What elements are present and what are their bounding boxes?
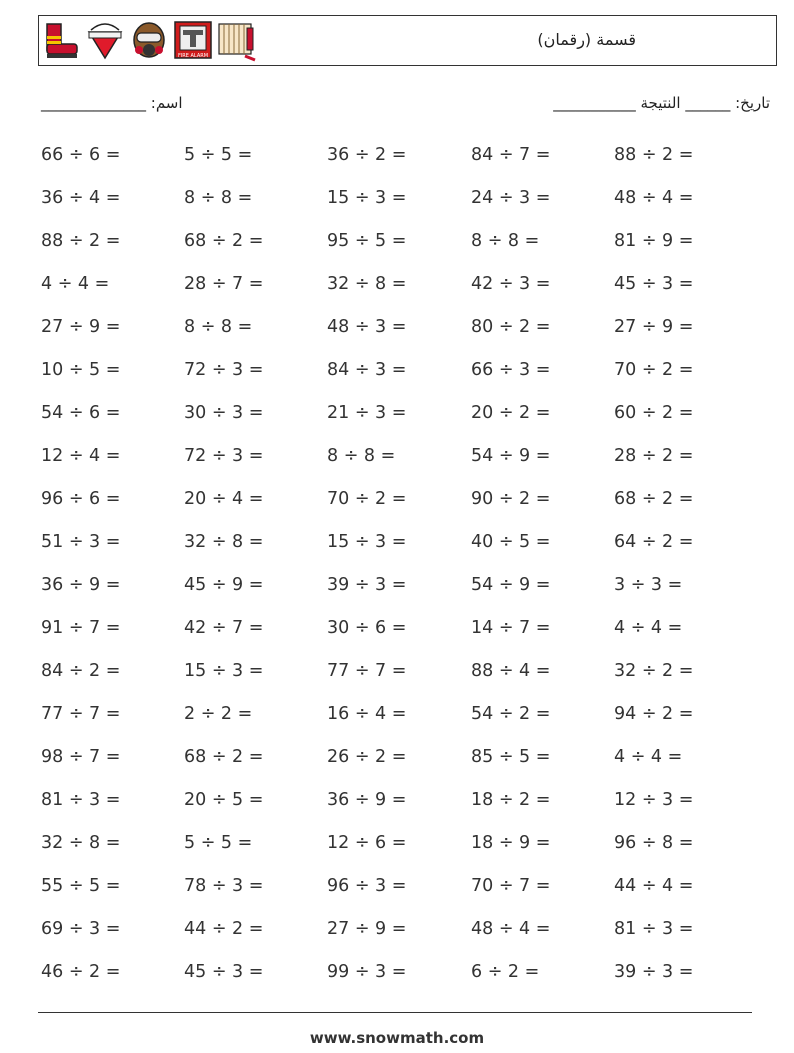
division-problem: 45 ÷ 3 = — [184, 962, 264, 982]
division-problem: 30 ÷ 3 = — [184, 403, 264, 423]
division-problem: 88 ÷ 4 = — [471, 661, 551, 681]
division-problem: 96 ÷ 3 = — [327, 876, 407, 896]
division-problem: 10 ÷ 5 = — [41, 360, 121, 380]
division-problem: 54 ÷ 6 = — [41, 403, 121, 423]
division-problem: 14 ÷ 7 = — [471, 618, 551, 638]
division-problem: 88 ÷ 2 = — [614, 145, 694, 165]
division-problem: 66 ÷ 3 = — [471, 360, 551, 380]
division-problem: 20 ÷ 4 = — [184, 489, 264, 509]
division-problem: 5 ÷ 5 = — [184, 145, 253, 165]
division-problem: 32 ÷ 2 = — [614, 661, 694, 681]
division-problem: 70 ÷ 7 = — [471, 876, 551, 896]
division-problem: 8 ÷ 8 = — [184, 188, 253, 208]
division-problem: 95 ÷ 5 = — [327, 231, 407, 251]
fire-boot-icon — [41, 20, 81, 62]
division-problem: 99 ÷ 3 = — [327, 962, 407, 982]
division-problem: 96 ÷ 6 = — [41, 489, 121, 509]
division-problem: 55 ÷ 5 = — [41, 876, 121, 896]
division-problem: 81 ÷ 3 = — [614, 919, 694, 939]
division-problem: 32 ÷ 8 = — [327, 274, 407, 294]
fire-alarm-icon — [173, 20, 213, 62]
division-problem: 54 ÷ 9 = — [471, 446, 551, 466]
division-problem: 39 ÷ 3 = — [614, 962, 694, 982]
division-problem: 16 ÷ 4 = — [327, 704, 407, 724]
footer-divider — [38, 1012, 752, 1013]
division-problem: 32 ÷ 8 = — [41, 833, 121, 853]
division-problem: 40 ÷ 5 = — [471, 532, 551, 552]
fire-hose-icon — [217, 20, 257, 62]
division-problem: 45 ÷ 3 = — [614, 274, 694, 294]
division-problem: 3 ÷ 3 = — [614, 575, 683, 595]
gas-mask-icon — [129, 20, 169, 62]
division-problem: 6 ÷ 2 = — [471, 962, 540, 982]
division-problem: 24 ÷ 3 = — [471, 188, 551, 208]
date-score-fields: تاريخ: ______ النتيجة ___________ — [553, 94, 770, 112]
division-problem: 54 ÷ 2 = — [471, 704, 551, 724]
division-problem: 44 ÷ 4 = — [614, 876, 694, 896]
division-problem: 70 ÷ 2 = — [614, 360, 694, 380]
division-problem: 36 ÷ 9 = — [41, 575, 121, 595]
division-problem: 4 ÷ 4 = — [614, 747, 683, 767]
division-problem: 77 ÷ 7 = — [41, 704, 121, 724]
division-problem: 8 ÷ 8 = — [327, 446, 396, 466]
division-problem: 90 ÷ 2 = — [471, 489, 551, 509]
division-problem: 4 ÷ 4 = — [614, 618, 683, 638]
division-problem: 70 ÷ 2 = — [327, 489, 407, 509]
division-problem: 36 ÷ 4 = — [41, 188, 121, 208]
division-problem: 66 ÷ 6 = — [41, 145, 121, 165]
division-problem: 60 ÷ 2 = — [614, 403, 694, 423]
division-problem: 69 ÷ 3 = — [41, 919, 121, 939]
division-problem: 28 ÷ 2 = — [614, 446, 694, 466]
division-problem: 81 ÷ 9 = — [614, 231, 694, 251]
division-problem: 48 ÷ 4 = — [614, 188, 694, 208]
division-problem: 18 ÷ 2 = — [471, 790, 551, 810]
division-problem: 72 ÷ 3 = — [184, 360, 264, 380]
division-problem: 42 ÷ 7 = — [184, 618, 264, 638]
division-problem: 68 ÷ 2 = — [614, 489, 694, 509]
division-problem: 96 ÷ 8 = — [614, 833, 694, 853]
division-problem: 20 ÷ 2 = — [471, 403, 551, 423]
division-problem: 4 ÷ 4 = — [41, 274, 110, 294]
division-problem: 81 ÷ 3 = — [41, 790, 121, 810]
division-problem: 94 ÷ 2 = — [614, 704, 694, 724]
division-problem: 15 ÷ 3 = — [327, 188, 407, 208]
worksheet-title: قسمة (رقمان) — [537, 30, 636, 49]
division-problem: 84 ÷ 2 = — [41, 661, 121, 681]
worksheet-header — [38, 15, 777, 66]
division-problem: 54 ÷ 9 = — [471, 575, 551, 595]
division-problem: 5 ÷ 5 = — [184, 833, 253, 853]
division-problem: 12 ÷ 3 = — [614, 790, 694, 810]
division-problem: 48 ÷ 3 = — [327, 317, 407, 337]
division-problem: 39 ÷ 3 = — [327, 575, 407, 595]
division-problem: 68 ÷ 2 = — [184, 231, 264, 251]
division-problem: 2 ÷ 2 = — [184, 704, 253, 724]
division-problem: 42 ÷ 3 = — [471, 274, 551, 294]
division-problem: 27 ÷ 9 = — [327, 919, 407, 939]
division-problem: 12 ÷ 4 = — [41, 446, 121, 466]
fire-alarm-text: FIRE ALARM — [177, 53, 209, 59]
division-problem: 26 ÷ 2 = — [327, 747, 407, 767]
division-problem: 91 ÷ 7 = — [41, 618, 121, 638]
division-problem: 36 ÷ 2 = — [327, 145, 407, 165]
fire-bucket-icon — [85, 20, 125, 62]
division-problem: 12 ÷ 6 = — [327, 833, 407, 853]
division-problem: 32 ÷ 8 = — [184, 532, 264, 552]
division-problem: 15 ÷ 3 = — [327, 532, 407, 552]
division-problem: 36 ÷ 9 = — [327, 790, 407, 810]
division-problem: 44 ÷ 2 = — [184, 919, 264, 939]
division-problem: 20 ÷ 5 = — [184, 790, 264, 810]
division-problem: 27 ÷ 9 = — [614, 317, 694, 337]
division-problem: 77 ÷ 7 = — [327, 661, 407, 681]
division-problem: 18 ÷ 9 = — [471, 833, 551, 853]
division-problem: 21 ÷ 3 = — [327, 403, 407, 423]
footer-url: www.snowmath.com — [309, 1029, 485, 1047]
division-problem: 30 ÷ 6 = — [327, 618, 407, 638]
division-problem: 45 ÷ 9 = — [184, 575, 264, 595]
division-problem: 28 ÷ 7 = — [184, 274, 264, 294]
division-problem: 64 ÷ 2 = — [614, 532, 694, 552]
division-problem: 85 ÷ 5 = — [471, 747, 551, 767]
icon-strip — [41, 20, 257, 62]
division-problem: 15 ÷ 3 = — [184, 661, 264, 681]
division-problem: 72 ÷ 3 = — [184, 446, 264, 466]
division-problem: 80 ÷ 2 = — [471, 317, 551, 337]
division-problem: 84 ÷ 7 = — [471, 145, 551, 165]
division-problem: 78 ÷ 3 = — [184, 876, 264, 896]
division-problem: 88 ÷ 2 = — [41, 231, 121, 251]
division-problem: 27 ÷ 9 = — [41, 317, 121, 337]
name-field: اسم: ______________ — [41, 94, 183, 112]
division-problem: 68 ÷ 2 = — [184, 747, 264, 767]
division-problem: 8 ÷ 8 = — [471, 231, 540, 251]
division-problem: 51 ÷ 3 = — [41, 532, 121, 552]
division-problem: 46 ÷ 2 = — [41, 962, 121, 982]
division-problem: 8 ÷ 8 = — [184, 317, 253, 337]
division-problem: 48 ÷ 4 = — [471, 919, 551, 939]
division-problem: 84 ÷ 3 = — [327, 360, 407, 380]
division-problem: 98 ÷ 7 = — [41, 747, 121, 767]
